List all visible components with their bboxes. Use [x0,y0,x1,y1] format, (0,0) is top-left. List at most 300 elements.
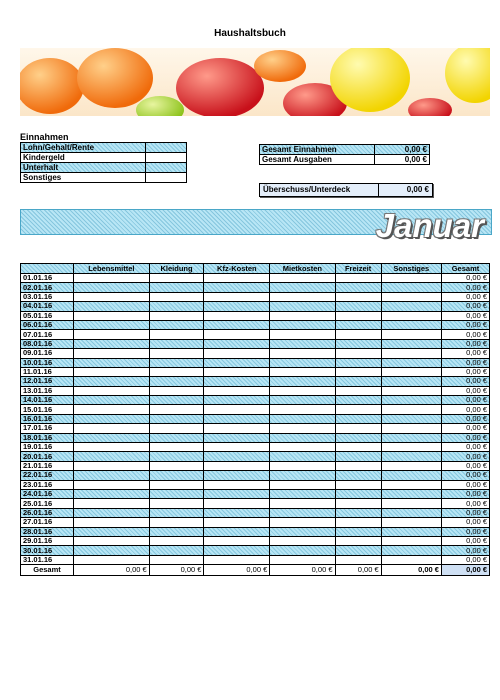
expense-cell[interactable] [381,414,441,423]
expense-cell[interactable] [270,499,335,508]
expense-cell[interactable] [270,471,335,480]
expense-cell[interactable] [335,555,381,564]
expense-cell[interactable] [149,377,204,386]
expense-cell[interactable] [149,330,204,339]
expense-cell[interactable] [381,377,441,386]
expense-cell[interactable] [149,386,204,395]
row-total-cell: 0,00 € [441,536,489,545]
expense-cell[interactable] [381,339,441,348]
total-row [21,565,490,576]
expense-cell[interactable] [204,283,270,292]
expense-cell[interactable] [335,461,381,470]
table-row [21,292,490,301]
expense-cell[interactable] [270,452,335,461]
expense-cell[interactable] [149,396,204,405]
expense-cell[interactable] [204,274,270,283]
expense-cell[interactable] [149,443,204,452]
row-total-cell: 0,00 € [441,489,489,498]
expense-cell[interactable] [149,480,204,489]
expense-cell[interactable] [149,405,204,414]
candy-banner-image [20,48,490,116]
expense-cell[interactable] [335,386,381,395]
expense-cell[interactable] [74,367,150,376]
expense-cell[interactable] [381,527,441,536]
expense-cell[interactable] [149,433,204,442]
income-heading: Einnahmen [20,132,69,142]
income-label: Sonstiges [21,173,146,183]
expense-cell[interactable] [149,536,204,545]
row-total-cell: 0,00 € [441,546,489,555]
expense-cell[interactable] [74,508,150,517]
expense-cell[interactable] [335,349,381,358]
expense-cell[interactable] [204,489,270,498]
expense-cell[interactable] [270,508,335,517]
row-total-cell: 0,00 € [441,461,489,470]
summary-label: Gesamt Einnahmen [260,145,375,155]
expense-cell[interactable] [149,320,204,329]
table-row [21,330,490,339]
expense-cell[interactable] [270,443,335,452]
expense-cell[interactable] [149,311,204,320]
table-row [21,349,490,358]
column-total-cell: 0,00 € [204,565,270,576]
summary-row [260,145,430,155]
expense-cell[interactable] [74,546,150,555]
expense-cell[interactable] [335,433,381,442]
expense-cell[interactable] [335,377,381,386]
expense-cell[interactable] [270,489,335,498]
expense-cell[interactable] [149,358,204,367]
expense-cell[interactable] [149,555,204,564]
expense-cell[interactable] [149,424,204,433]
expense-cell[interactable] [204,302,270,311]
table-row [21,424,490,433]
expense-cell[interactable] [335,452,381,461]
expense-cell[interactable] [270,367,335,376]
expense-cell[interactable] [335,302,381,311]
expense-cell[interactable] [204,339,270,348]
table-row [21,339,490,348]
expense-cell[interactable] [270,433,335,442]
expense-cell[interactable] [74,283,150,292]
expense-cell[interactable] [381,330,441,339]
expense-cell[interactable] [204,396,270,405]
expense-cell[interactable] [204,405,270,414]
summary-value: 0,00 € [375,145,430,155]
row-total-cell: 0,00 € [441,443,489,452]
column-header: Sonstiges [381,264,441,274]
row-total-cell: 0,00 € [441,302,489,311]
row-total-cell: 0,00 € [441,377,489,386]
expense-cell[interactable] [204,546,270,555]
expense-cell[interactable] [204,461,270,470]
row-total-cell: 0,00 € [441,499,489,508]
date-cell: 07.01.16 [21,330,74,339]
expense-cell[interactable] [270,405,335,414]
income-value-cell[interactable] [146,143,187,153]
expense-cell[interactable] [204,424,270,433]
expense-cell[interactable] [149,489,204,498]
expense-cell[interactable] [204,367,270,376]
row-total-cell: 0,00 € [441,339,489,348]
expense-cell[interactable] [149,527,204,536]
surplus-box [259,183,433,197]
income-row [21,153,187,163]
expense-cell[interactable] [335,320,381,329]
table-row [21,499,490,508]
table-row [21,527,490,536]
expense-cell[interactable] [270,461,335,470]
expense-cell[interactable] [335,292,381,301]
row-total-cell: 0,00 € [441,292,489,301]
table-row [21,461,490,470]
expense-cell[interactable] [335,405,381,414]
expense-cell[interactable] [381,555,441,564]
expense-cell[interactable] [381,461,441,470]
expense-cell[interactable] [204,433,270,442]
expense-cell[interactable] [381,367,441,376]
column-header: Kfz-Kosten [204,264,270,274]
expense-cell[interactable] [335,283,381,292]
expense-cell[interactable] [381,480,441,489]
expense-cell[interactable] [381,508,441,517]
expense-cell[interactable] [74,471,150,480]
date-cell: 08.01.16 [21,339,74,348]
expense-cell[interactable] [74,480,150,489]
date-cell: 10.01.16 [21,358,74,367]
expense-cell[interactable] [74,405,150,414]
expense-cell[interactable] [74,424,150,433]
expense-cell[interactable] [381,320,441,329]
column-header: Kleidung [149,264,204,274]
expense-cell[interactable] [381,396,441,405]
expense-cell[interactable] [270,480,335,489]
expense-cell[interactable] [381,518,441,527]
expense-cell[interactable] [74,489,150,498]
expense-cell[interactable] [204,471,270,480]
expense-cell[interactable] [381,386,441,395]
expense-cell[interactable] [149,546,204,555]
expense-cell[interactable] [149,302,204,311]
table-row [21,480,490,489]
row-total-cell: 0,00 € [441,311,489,320]
expense-cell[interactable] [270,424,335,433]
expense-cell[interactable] [335,499,381,508]
date-cell: 16.01.16 [21,414,74,423]
table-row [21,396,490,405]
expense-cell[interactable] [149,508,204,517]
expense-cell[interactable] [335,471,381,480]
expense-cell[interactable] [74,377,150,386]
expense-cell[interactable] [270,302,335,311]
expense-cell[interactable] [381,433,441,442]
expense-cell[interactable] [204,527,270,536]
table-row [21,358,490,367]
table-row [21,452,490,461]
row-total-cell: 0,00 € [441,471,489,480]
income-value-cell[interactable] [146,153,187,163]
expense-header-row [21,264,490,274]
date-cell: 01.01.16 [21,274,74,283]
expense-table [20,263,490,576]
total-label: Gesamt [21,565,74,576]
expense-cell[interactable] [149,471,204,480]
expense-cell[interactable] [204,386,270,395]
expense-cell[interactable] [381,452,441,461]
expense-cell[interactable] [204,518,270,527]
column-total-cell: 0,00 € [149,565,204,576]
expense-cell[interactable] [74,396,150,405]
summary-row [260,155,430,165]
expense-cell[interactable] [270,396,335,405]
income-label: Lohn/Gehalt/Rente [21,143,146,153]
row-total-cell: 0,00 € [441,555,489,564]
row-total-cell: 0,00 € [441,414,489,423]
expense-cell[interactable] [204,292,270,301]
table-row [21,311,490,320]
expense-cell[interactable] [149,274,204,283]
expense-cell[interactable] [149,283,204,292]
column-total-cell: 0,00 € [381,565,441,576]
expense-cell[interactable] [381,546,441,555]
expense-cell[interactable] [381,424,441,433]
expense-cell[interactable] [270,311,335,320]
row-total-cell: 0,00 € [441,367,489,376]
income-value-cell[interactable] [146,163,187,173]
expense-cell[interactable] [149,367,204,376]
expense-cell[interactable] [335,367,381,376]
expense-cell[interactable] [204,508,270,517]
row-total-cell: 0,00 € [441,452,489,461]
date-cell: 04.01.16 [21,302,74,311]
expense-cell[interactable] [270,414,335,423]
column-header [21,264,74,274]
income-row [21,163,187,173]
expense-cell[interactable] [149,414,204,423]
expense-cell[interactable] [149,518,204,527]
column-header: Gesamt [441,264,489,274]
expense-cell[interactable] [270,377,335,386]
expense-cell[interactable] [74,452,150,461]
table-row [21,489,490,498]
date-cell: 28.01.16 [21,527,74,536]
expense-cell[interactable] [74,527,150,536]
expense-cell[interactable] [335,396,381,405]
expense-cell[interactable] [270,274,335,283]
expense-cell[interactable] [335,489,381,498]
expense-cell[interactable] [381,283,441,292]
table-row [21,555,490,564]
expense-cell[interactable] [74,536,150,545]
income-row [21,173,187,183]
expense-cell[interactable] [204,330,270,339]
expense-cell[interactable] [335,518,381,527]
expense-cell[interactable] [204,480,270,489]
column-total-cell: 0,00 € [441,565,489,576]
expense-cell[interactable] [204,349,270,358]
column-header: Lebensmittel [74,264,150,274]
date-cell: 18.01.16 [21,433,74,442]
date-cell: 15.01.16 [21,405,74,414]
date-cell: 25.01.16 [21,499,74,508]
table-row [21,433,490,442]
date-cell: 29.01.16 [21,536,74,545]
expense-cell[interactable] [204,358,270,367]
table-row [21,320,490,329]
expense-cell[interactable] [149,452,204,461]
expense-cell[interactable] [270,330,335,339]
expense-cell[interactable] [204,320,270,329]
expense-cell[interactable] [381,471,441,480]
expense-cell[interactable] [74,302,150,311]
expense-cell[interactable] [74,414,150,423]
expense-cell[interactable] [74,433,150,442]
expense-cell[interactable] [270,283,335,292]
expense-cell[interactable] [74,349,150,358]
expense-cell[interactable] [270,527,335,536]
row-total-cell: 0,00 € [441,349,489,358]
expense-cell[interactable] [381,489,441,498]
income-label: Unterhalt [21,163,146,173]
expense-cell[interactable] [270,518,335,527]
expense-cell[interactable] [335,480,381,489]
expense-cell[interactable] [204,414,270,423]
expense-cell[interactable] [204,443,270,452]
expense-cell[interactable] [74,461,150,470]
date-cell: 19.01.16 [21,443,74,452]
expense-cell[interactable] [74,443,150,452]
expense-cell[interactable] [335,311,381,320]
table-row [21,471,490,480]
expense-cell[interactable] [74,339,150,348]
expense-cell[interactable] [335,536,381,545]
summary-label: Gesamt Ausgaben [260,155,375,165]
table-row [21,274,490,283]
summary-table [259,144,430,165]
expense-cell[interactable] [381,292,441,301]
expense-cell[interactable] [335,330,381,339]
row-total-cell: 0,00 € [441,518,489,527]
expense-cell[interactable] [381,443,441,452]
table-row [21,518,490,527]
expense-cell[interactable] [204,311,270,320]
surplus-value: 0,00 € [406,185,429,194]
date-cell: 12.01.16 [21,377,74,386]
row-total-cell: 0,00 € [441,320,489,329]
expense-cell[interactable] [335,546,381,555]
expense-cell[interactable] [204,452,270,461]
row-total-cell: 0,00 € [441,283,489,292]
expense-cell[interactable] [381,274,441,283]
expense-cell[interactable] [381,349,441,358]
row-total-cell: 0,00 € [441,330,489,339]
expense-cell[interactable] [204,555,270,564]
expense-cell[interactable] [270,339,335,348]
expense-cell[interactable] [74,330,150,339]
expense-cell[interactable] [149,349,204,358]
date-cell: 02.01.16 [21,283,74,292]
date-cell: 05.01.16 [21,311,74,320]
expense-cell[interactable] [381,536,441,545]
expense-cell[interactable] [74,274,150,283]
expense-cell[interactable] [335,527,381,536]
table-row [21,302,490,311]
row-total-cell: 0,00 € [441,508,489,517]
date-cell: 24.01.16 [21,489,74,498]
expense-cell[interactable] [335,414,381,423]
expense-cell[interactable] [335,274,381,283]
surplus-label: Überschuss/Unterdeck [263,185,351,194]
expense-cell[interactable] [74,386,150,395]
expense-cell[interactable] [335,358,381,367]
date-cell: 20.01.16 [21,452,74,461]
expense-cell[interactable] [74,311,150,320]
expense-cell[interactable] [335,339,381,348]
expense-cell[interactable] [74,292,150,301]
expense-cell[interactable] [74,358,150,367]
table-row [21,443,490,452]
expense-cell[interactable] [335,424,381,433]
date-cell: 23.01.16 [21,480,74,489]
expense-cell[interactable] [381,302,441,311]
expense-cell[interactable] [204,536,270,545]
expense-cell[interactable] [149,499,204,508]
date-cell: 17.01.16 [21,424,74,433]
expense-cell[interactable] [149,292,204,301]
table-row [21,367,490,376]
date-cell: 14.01.16 [21,396,74,405]
expense-cell[interactable] [270,349,335,358]
expense-cell[interactable] [335,443,381,452]
expense-cell[interactable] [270,386,335,395]
expense-cell[interactable] [270,546,335,555]
income-value-cell[interactable] [146,173,187,183]
row-total-cell: 0,00 € [441,396,489,405]
expense-cell[interactable] [74,518,150,527]
expense-cell[interactable] [74,555,150,564]
date-cell: 27.01.16 [21,518,74,527]
expense-cell[interactable] [381,311,441,320]
expense-cell[interactable] [381,405,441,414]
table-row [21,508,490,517]
date-cell: 03.01.16 [21,292,74,301]
row-total-cell: 0,00 € [441,433,489,442]
expense-cell[interactable] [270,358,335,367]
expense-cell[interactable] [381,358,441,367]
expense-cell[interactable] [204,377,270,386]
column-total-cell: 0,00 € [335,565,381,576]
expense-cell[interactable] [204,499,270,508]
row-total-cell: 0,00 € [441,527,489,536]
expense-cell[interactable] [270,320,335,329]
expense-cell[interactable] [270,536,335,545]
expense-cell[interactable] [149,461,204,470]
table-row [21,283,490,292]
table-row [21,405,490,414]
row-total-cell: 0,00 € [441,274,489,283]
summary-value: 0,00 € [375,155,430,165]
expense-cell[interactable] [270,292,335,301]
expense-cell[interactable] [381,499,441,508]
expense-cell[interactable] [335,508,381,517]
expense-cell[interactable] [74,499,150,508]
expense-cell[interactable] [270,555,335,564]
table-row [21,386,490,395]
column-total-cell: 0,00 € [74,565,150,576]
surplus-divider [378,184,379,196]
expense-cell[interactable] [74,320,150,329]
expense-cell[interactable] [149,339,204,348]
